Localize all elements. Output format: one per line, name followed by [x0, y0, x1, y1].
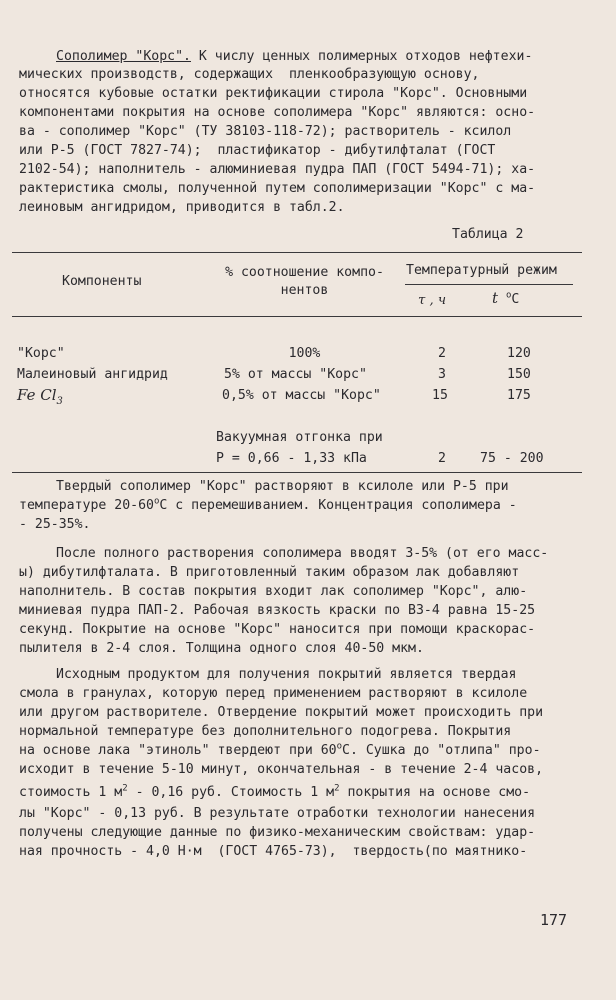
intro-line-3: относятся кубовые остатки ректификации стирола "Корс". Основными [19, 86, 528, 101]
para2-line-4: миниевая пудра ПАП-2. Рабочая вязкость краски по ВЗ-4 равна 15-25 [19, 603, 536, 618]
table-header-rule [12, 316, 582, 317]
para3-line-7: стоимость 1 $м^2 - 0,16$ руб. Стоимость 1 $м^2$ покрытия на основе смо- [19, 783, 531, 800]
row-component: Малеиновый ангидрид [17, 367, 168, 382]
intro-line-7: 2102-54); наполнитель - алюминиевая пудра ПАП (ГОСТ 5494-71); ха- [19, 162, 536, 177]
section-heading: Сополимер "Корс". [56, 49, 191, 64]
row-time: 15 [432, 388, 448, 403]
intro-line-6: или Р-5 (ГОСТ 7827-74); пластификатор - дибутилфталат (ГОСТ [19, 143, 496, 158]
table-bottom-rule [12, 472, 582, 473]
row-component-fecl3: Fe $Cl_3$ [17, 386, 63, 407]
intro-line-5: ва - сополимер "Корс" (ТУ 38103-118-72); растворитель - ксилол [19, 124, 512, 139]
header-ratio-line-1: % соотношение компо- [225, 265, 384, 280]
row-temp: 150 [507, 367, 531, 382]
row-ratio: 0,5% от массы "Корс" [222, 388, 381, 403]
para3-line-8: лы "Корс" - 0,13 руб. В результате отработки технологии нанесения [19, 806, 536, 821]
row-time: 3 [438, 367, 446, 382]
intro-line-8: рактеристика смолы, полученной путем сополимеризации "Корс" с ма- [19, 181, 536, 196]
vacuum-line-1: Вакуумная отгонка при [216, 430, 383, 445]
para3-line-3: или другом растворителе. Отвердение покрытий может происходить при [19, 705, 544, 720]
vacuum-temp: 75 - 200 [480, 451, 544, 466]
para1-line-2: температуре 20-60$^o$С с перемешиванием. Концентрация сополимера - [19, 496, 517, 513]
para3-line-10: ная прочность - 4,0 Н·м (ГОСТ 4765-73), твердость(по маятнико- [19, 844, 528, 859]
header-components: Компоненты [62, 274, 142, 289]
para2-line-3: наполнитель. В состав покрытия входит лак сополимер "Корс", алю- [19, 584, 528, 599]
vacuum-line-2: P = 0,66 - 1,33 кПа [216, 451, 367, 466]
para3-line-4: нормальной температуре без дополнительного подогрева. Покрытия [19, 724, 512, 739]
row-time: 2 [438, 346, 446, 361]
para2-line-6: пылителя в 2-4 слоя. Толщина одного слоя 40-50 мкм. [19, 641, 424, 656]
header-ratio-line-2: нентов [280, 283, 329, 298]
row-component: "Корс" [17, 346, 65, 361]
header-temp-mode: Температурный режим [406, 263, 557, 278]
row-temp: 120 [507, 346, 531, 361]
para2-line-2: ы) дибутилфталата. В приготовленный таким образом лак добавляют [19, 565, 520, 580]
para1-line-3: - 25-35%. [19, 517, 91, 532]
para3-line-6: исходит в течение 5-10 минут, окончательная - в течение 2-4 часов, [19, 762, 544, 777]
row-ratio: 5% от массы "Корс" [224, 367, 367, 382]
row-ratio: 100% [288, 346, 321, 361]
intro-line-9: леиновым ангидридом, приводится в табл.2. [19, 200, 345, 215]
intro-line-1: Сополимер "Корс". К числу ценных полимерных отходов нефтехи- [56, 49, 533, 64]
intro-line-2: мических производств, содержащих пленкообразующую основу, [19, 67, 480, 82]
para3-line-9: получены следующие данные по физико-механическим свойствам: удар- [19, 825, 536, 840]
para3-line-2: смола в гранулах, которую перед применением растворяют в ксилоле [19, 686, 528, 701]
para1-line-1: Твердый сополимер "Корс" растворяют в ксилоле или Р-5 при [56, 479, 509, 494]
intro-line-4: компонентами покрытия на основе сополимера "Корс" являются: осно- [19, 105, 536, 120]
page-number: 177 [540, 911, 568, 929]
row-temp: 175 [507, 388, 531, 403]
para3-line-1: Исходным продуктом для получения покрытий является твердая [56, 667, 517, 682]
header-temp-subrule [405, 284, 573, 285]
para3-line-5: на основе лака "этиноль" твердеют при 60$^o$С. Сушка до "отлипа" про- [19, 741, 541, 758]
header-time: τ , ч [418, 293, 447, 308]
header-temperature: t $^o$C [492, 289, 520, 307]
table-top-rule [12, 252, 582, 253]
para2-line-1: После полного растворения сополимера вводят 3-5% (от его масс- [56, 546, 549, 561]
para2-line-5: секунд. Покрытие на основе "Корс" наносится при помощи краскорас- [19, 622, 536, 637]
vacuum-time: 2 [438, 451, 446, 466]
table-caption: Таблица 2 [452, 227, 524, 242]
